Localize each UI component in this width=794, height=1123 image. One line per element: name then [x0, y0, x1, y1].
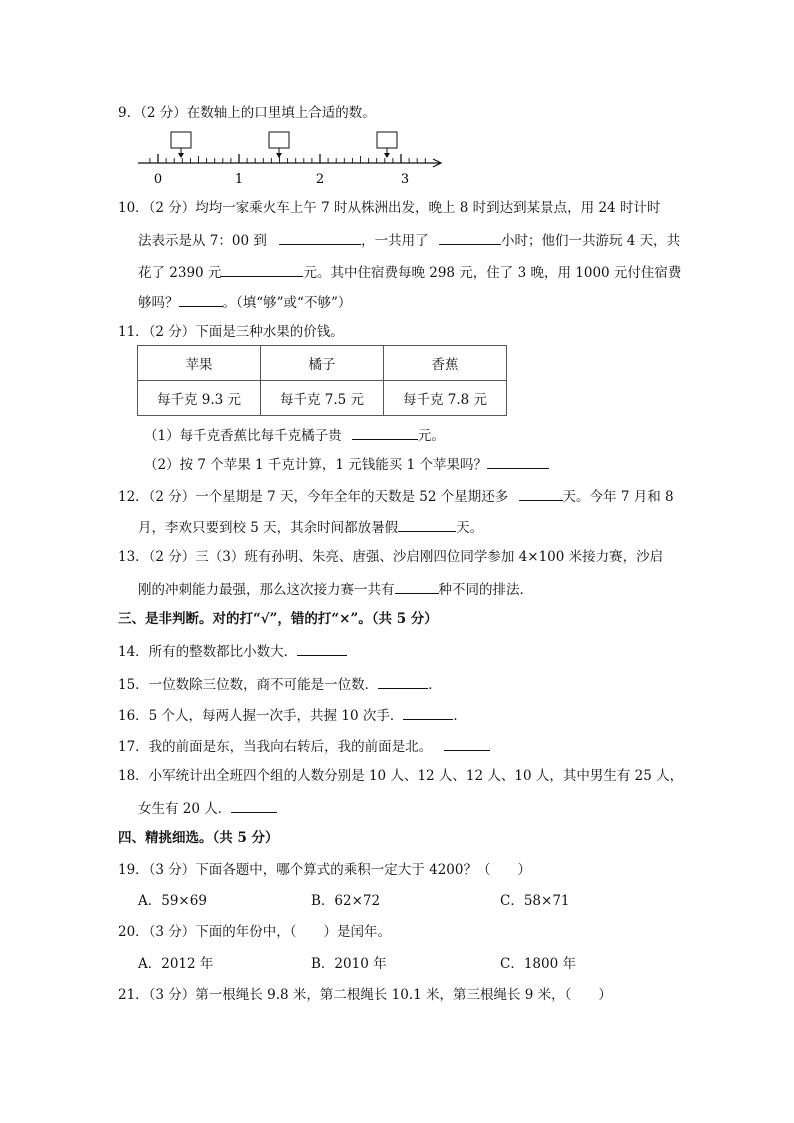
q11-sub1 — [144, 425, 445, 445]
q10-line4-a: 够吗？ — [138, 295, 179, 311]
q15 — [118, 674, 442, 694]
q10-line2 — [138, 230, 680, 250]
q15-text: 15．一位数除三位数，商不可能是一位数． — [118, 677, 379, 693]
q10-line1: 10．（2 分）均均一家乘火车上午 7 时从株洲出发，晚上 8 时到达到某景点，用 24 时计时 — [118, 200, 661, 216]
q9-text: 9．（2 分）在数轴上的口里填上合适的数。 — [118, 105, 376, 121]
q10-blank-cost[interactable] — [221, 262, 303, 277]
q10-line4-b: 。（填“够”或“不够”） — [222, 295, 352, 311]
q12-line2-a: 月，李欢只要到校 5 天，其余时间都放暑假 — [138, 520, 399, 536]
q17-text: 17．我的前面是东，当我向右转后，我的前面是北。 — [118, 739, 433, 755]
q10-line3 — [138, 262, 681, 282]
price-apple: 每千克 9.3 元 — [138, 381, 261, 416]
q10-blank-hours[interactable] — [439, 230, 501, 245]
q19-option-b[interactable]: B．62×72 — [311, 893, 381, 909]
q10-line3-a: 花了 2390 元 — [138, 265, 222, 281]
header-orange: 橘子 — [261, 346, 384, 381]
q17-blank[interactable] — [444, 736, 490, 751]
q11-sub2-text: （2）按 7 个苹果 1 千克计算，1 元钱能买 1 个苹果吗？ — [144, 457, 487, 473]
q13-line2-b: 种不同的排法． — [438, 582, 533, 598]
q19-option-c[interactable]: C．58×71 — [500, 893, 570, 909]
tick-label-2: 2 — [315, 172, 325, 187]
q19-option-a[interactable]: A．59×69 — [138, 893, 207, 909]
q21-text: 21．（3 分）第一根绳长 9.8 米，第二根绳长 10.1 米，第三根绳长 9 米，（ ） — [118, 987, 612, 1003]
header-apple: 苹果 — [138, 346, 261, 381]
tick-label-3: 3 — [400, 172, 410, 187]
q13-line1: 13．（2 分）三（3）班有孙明、朱亮、唐强、沙启刚四位同学参加 4×100 米接力赛，沙启 — [118, 549, 664, 565]
q18-line1: 18．小军统计出全班四个组的人数分别是 10 人、12 人、12 人、10 人，其中男生有 25 人， — [118, 768, 684, 784]
q16-text: 16．5 个人，每两人握一次手，共握 10 次手． — [118, 708, 404, 724]
q16-blank[interactable] — [403, 705, 453, 720]
q14 — [118, 641, 347, 661]
q14-text: 14．所有的整数都比小数大． — [118, 644, 298, 660]
q12-line2 — [138, 517, 483, 537]
q18-line2 — [138, 798, 277, 818]
q14-blank[interactable] — [297, 641, 347, 656]
axis-ticks — [150, 154, 425, 163]
q10-line4 — [138, 292, 351, 312]
q20-option-b[interactable]: B．2010 年 — [311, 956, 387, 972]
q13-line2-a: 刚的冲刺能力最强，那么这次接力赛一共有 — [138, 582, 395, 598]
q15-blank[interactable] — [378, 674, 428, 689]
tick-label-1: 1 — [234, 172, 244, 187]
q10-line2-c: 小时；他们一共游玩 4 天，共 — [500, 233, 681, 249]
q20-option-c[interactable]: C．1800 年 — [500, 956, 576, 972]
header-banana: 香蕉 — [384, 346, 507, 381]
price-table — [137, 345, 507, 416]
q11-sub1-b: 元。 — [417, 428, 445, 444]
q18-line2-text: 女生有 20 人． — [138, 801, 232, 817]
q13-line2 — [138, 579, 533, 599]
q11-blank-can-buy[interactable] — [487, 454, 549, 469]
q10-blank-end-time[interactable] — [279, 230, 361, 245]
price-banana: 每千克 7.8 元 — [384, 381, 507, 416]
tick-label-0: 0 — [153, 172, 163, 187]
q12-line1 — [118, 486, 674, 506]
q10-line2-b: ，一共用了 — [361, 233, 429, 249]
answer-box-1[interactable] — [171, 132, 191, 148]
section3-title: 三、是非判断。对的打“√”，错的打“×”。（共 5 分） — [118, 611, 438, 627]
q12-line2-b: 天。 — [456, 520, 484, 536]
q11-sub2 — [144, 454, 549, 474]
q12-blank-extra-days[interactable] — [519, 486, 563, 501]
price-orange: 每千克 7.5 元 — [261, 381, 384, 416]
q15-tail: ． — [428, 677, 442, 693]
q11-sub1-a: （1）每千克香蕉比每千克橘子贵 — [144, 428, 342, 444]
q20-text: 20．（3 分）下面的年份中，（ ）是闰年。 — [118, 924, 392, 940]
q12-blank-holiday[interactable] — [398, 517, 456, 532]
q10-line3-b: 元。其中住宿费每晚 298 元，住了 3 晚，用 1000 元付住宿费 — [303, 265, 682, 281]
q11-blank-diff[interactable] — [352, 425, 418, 440]
q12-line1-b: 天。今年 7 月和 8 — [562, 489, 674, 505]
q12-line1-a: 12．（2 分）一个星期是 7 天，今年全年的天数是 52 个星期还多 — [118, 489, 509, 505]
price-table-header-row — [138, 346, 507, 381]
answer-box-2[interactable] — [269, 132, 289, 148]
price-table-row — [138, 381, 507, 416]
q16 — [118, 705, 467, 725]
section4-title: 四、精挑细选。（共 5 分） — [118, 830, 279, 846]
q16-tail: ． — [453, 708, 467, 724]
q19-text: 19．（3 分）下面各题中，哪个算式的乘积一定大于 4200？（ ） — [118, 862, 531, 878]
q10-line2-a: 法表示是从 7：00 到 — [138, 233, 267, 249]
q13-blank-ways[interactable] — [395, 579, 439, 594]
q17 — [118, 736, 490, 756]
number-line — [0, 130, 794, 200]
q20-option-a[interactable]: A．2012 年 — [138, 956, 214, 972]
answer-box-3[interactable] — [377, 132, 397, 148]
q18-blank[interactable] — [231, 798, 277, 813]
q11-text: 11．（2 分）下面是三种水果的价钱。 — [118, 324, 344, 340]
q10-blank-enough[interactable] — [179, 292, 223, 307]
